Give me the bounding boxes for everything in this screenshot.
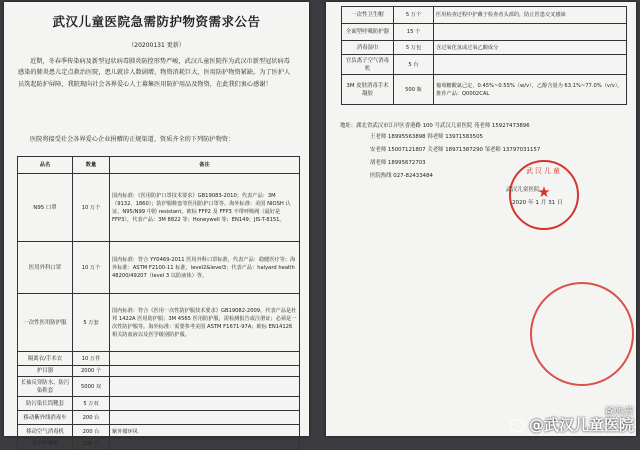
intro-paragraph-2: 医院将接受社会各界爱心企业捐赠的正规渠道、资质齐全的下列防护物资：: [30, 136, 235, 143]
item-note: [110, 397, 300, 411]
item-note: 国内标准：符合《医用一次性防护服技术要求》GB19082-2009，代表产品是杜邦 1422A 医用防护服；3M 4565 医用防护服，需检测报告或注册证；必须是一次性防护服等。海外标准：需要参考美国 ASTM F1671-97A；欧标 EN14126 相关防血液以及医学级别防护服。: [110, 294, 300, 352]
notice-page-1: [4, 2, 309, 447]
table-row: [18, 242, 300, 294]
item-name: 全面型呼吸防护器: [342, 24, 394, 41]
item-name: 一次性卫生帽: [342, 7, 394, 24]
item-name: 医用外科口罩: [18, 242, 73, 294]
item-note: 紫外循环风: [110, 425, 300, 439]
item-qty: 200 台: [73, 425, 110, 439]
intro-paragraph: 近期，冬春季传染病及新型冠状病毒肺炎防控形势严峻，武汉儿童医院作为武汉市新型冠状病毒感染的肺炎患儿定点救治医院，患儿就诊人数剧增，物资消耗巨大，医用防护物资紧缺。为了医护人员筑起防护屏障，我院现向社会各界爱心人士募集医用防护用品及物资，在此我们衷心感谢！: [18, 58, 291, 88]
table-row: [18, 411, 300, 425]
item-note: [110, 352, 300, 366]
star-icon: ★: [537, 183, 551, 201]
weibo-icon: [510, 419, 525, 432]
header-qty: 数量: [73, 157, 110, 174]
item-note: 葡萄糖酸氯己定，0.45%~0.55%（w/v），乙醇含量为 63.1%~77.0%（v/v）。推荐产品：Q0002CAL: [434, 75, 627, 105]
item-qty: 5 台: [394, 55, 434, 75]
seal-text: 武汉儿童: [526, 167, 562, 175]
item-note: 国内标准：符合 YY0469-2011 医用外科口罩标准，代表产品：稳健医疗等；海外标准：ASTM F2100-11 标准，level2&level3；代表产品：halyard health 48200/49207（level 3 以防液体）等。: [110, 242, 300, 294]
contact-line: 胡老师 18995672703: [370, 160, 426, 166]
table-row: [18, 294, 300, 352]
item-note: [110, 439, 300, 450]
table-row: [342, 24, 627, 41]
supplies-table-continued: [341, 6, 627, 105]
item-qty: 10 万件: [73, 352, 110, 366]
hospital-seal: [509, 160, 579, 230]
supplies-table: [17, 156, 300, 450]
item-name: 真空呼吸机: [18, 439, 73, 450]
notice-date: （20200131 更新）: [128, 42, 185, 49]
table-row: [18, 366, 300, 377]
item-note: 含过氧化氢或过氧乙酸成分: [434, 41, 627, 55]
hospital-hotline: 医院热线 027-82433484: [370, 173, 433, 179]
contact-line: 安老师 15007121807 关老师 18971387290 邹老师 13797031157: [370, 147, 541, 153]
item-qty: 10 万个: [73, 242, 110, 294]
item-qty: 5 万包: [394, 41, 434, 55]
item-name: 官负离子空气消毒机: [342, 55, 394, 75]
item-note: [110, 411, 300, 425]
item-name: 防污染长筒靴套: [18, 397, 73, 411]
item-qty: 500 瓶: [394, 75, 434, 105]
item-qty: 200 台: [73, 411, 110, 425]
item-name: 消毒湿巾: [342, 41, 394, 55]
item-qty: 2000 个: [73, 366, 110, 377]
item-name: 一次性医用防护服: [18, 294, 73, 352]
item-name: 护目器: [18, 366, 73, 377]
item-note: [110, 366, 300, 377]
item-qty: 5 万套: [73, 294, 110, 352]
table-row: [18, 352, 300, 366]
item-name: N95 口罩: [18, 174, 73, 242]
seal-bleed-through: [530, 282, 634, 386]
item-qty: 100 台: [73, 439, 110, 450]
item-qty: 5000 双: [73, 377, 110, 397]
item-note: 国内标准：《医用防护口罩技术要求》GB19083-2010；代表产品：3M（9132、1860）；防护服鞋套等医用防护口罩等。海外标准：美国 NIOSH 认证，N95/N99 中防 resistant，欧标 FFP2 及 FFP3 不带呼吸阀（最好是 FFP3），代表产品：3M 8822 等；Honeywell 等；EN149；JIS-T-8151。: [110, 174, 300, 242]
table-header-row: [18, 157, 300, 174]
header-note: 备注: [110, 157, 300, 174]
item-name: 移动空气消毒机: [18, 425, 73, 439]
item-note: 医用检查过程中护戴于检查者头部的，防止医患交叉感染: [434, 7, 627, 24]
table-row: [18, 397, 300, 411]
table-row: [18, 425, 300, 439]
item-name: 隔离衣/手术衣: [18, 352, 73, 366]
item-qty: 5 万个: [394, 7, 434, 24]
item-note: [110, 377, 300, 397]
item-qty: 5 万双: [73, 397, 110, 411]
item-note: [434, 55, 627, 75]
sign-date: 2020 年 1 月 31 日: [512, 200, 563, 206]
item-qty: 10 万个: [73, 174, 110, 242]
contact-line: 王老师 18995563898 韩老师 13971583505: [370, 134, 483, 140]
signature: 武汉儿童医院: [506, 187, 540, 193]
item-name: 长袖反穿防水、防污染鞋套: [18, 377, 73, 397]
table-row: [18, 377, 300, 397]
table-row: [342, 75, 627, 105]
table-row: [342, 7, 627, 24]
item-name: 3M 皮肤消毒手术凝胶: [342, 75, 394, 105]
watermark: [510, 406, 634, 432]
notice-page-2: [326, 2, 636, 436]
item-qty: 15 个: [394, 24, 434, 41]
item-note: [434, 24, 627, 41]
watermark-line-1: 爸妈营: [604, 407, 634, 418]
table-row: [18, 439, 300, 450]
item-name: 移动紫外线消毒车: [18, 411, 73, 425]
table-row: [342, 41, 627, 55]
address-line: 地址：湖北省武汉市江岸区香港路 100 号武汉儿童医院 苑老师 15927473896: [340, 123, 530, 129]
watermark-line-2: @武汉儿童医院: [528, 416, 634, 434]
notice-title: 武汉儿童医院急需防护物资需求公告: [52, 14, 261, 29]
header-name: 品名: [18, 157, 73, 174]
table-row: [342, 55, 627, 75]
table-row: [18, 174, 300, 242]
